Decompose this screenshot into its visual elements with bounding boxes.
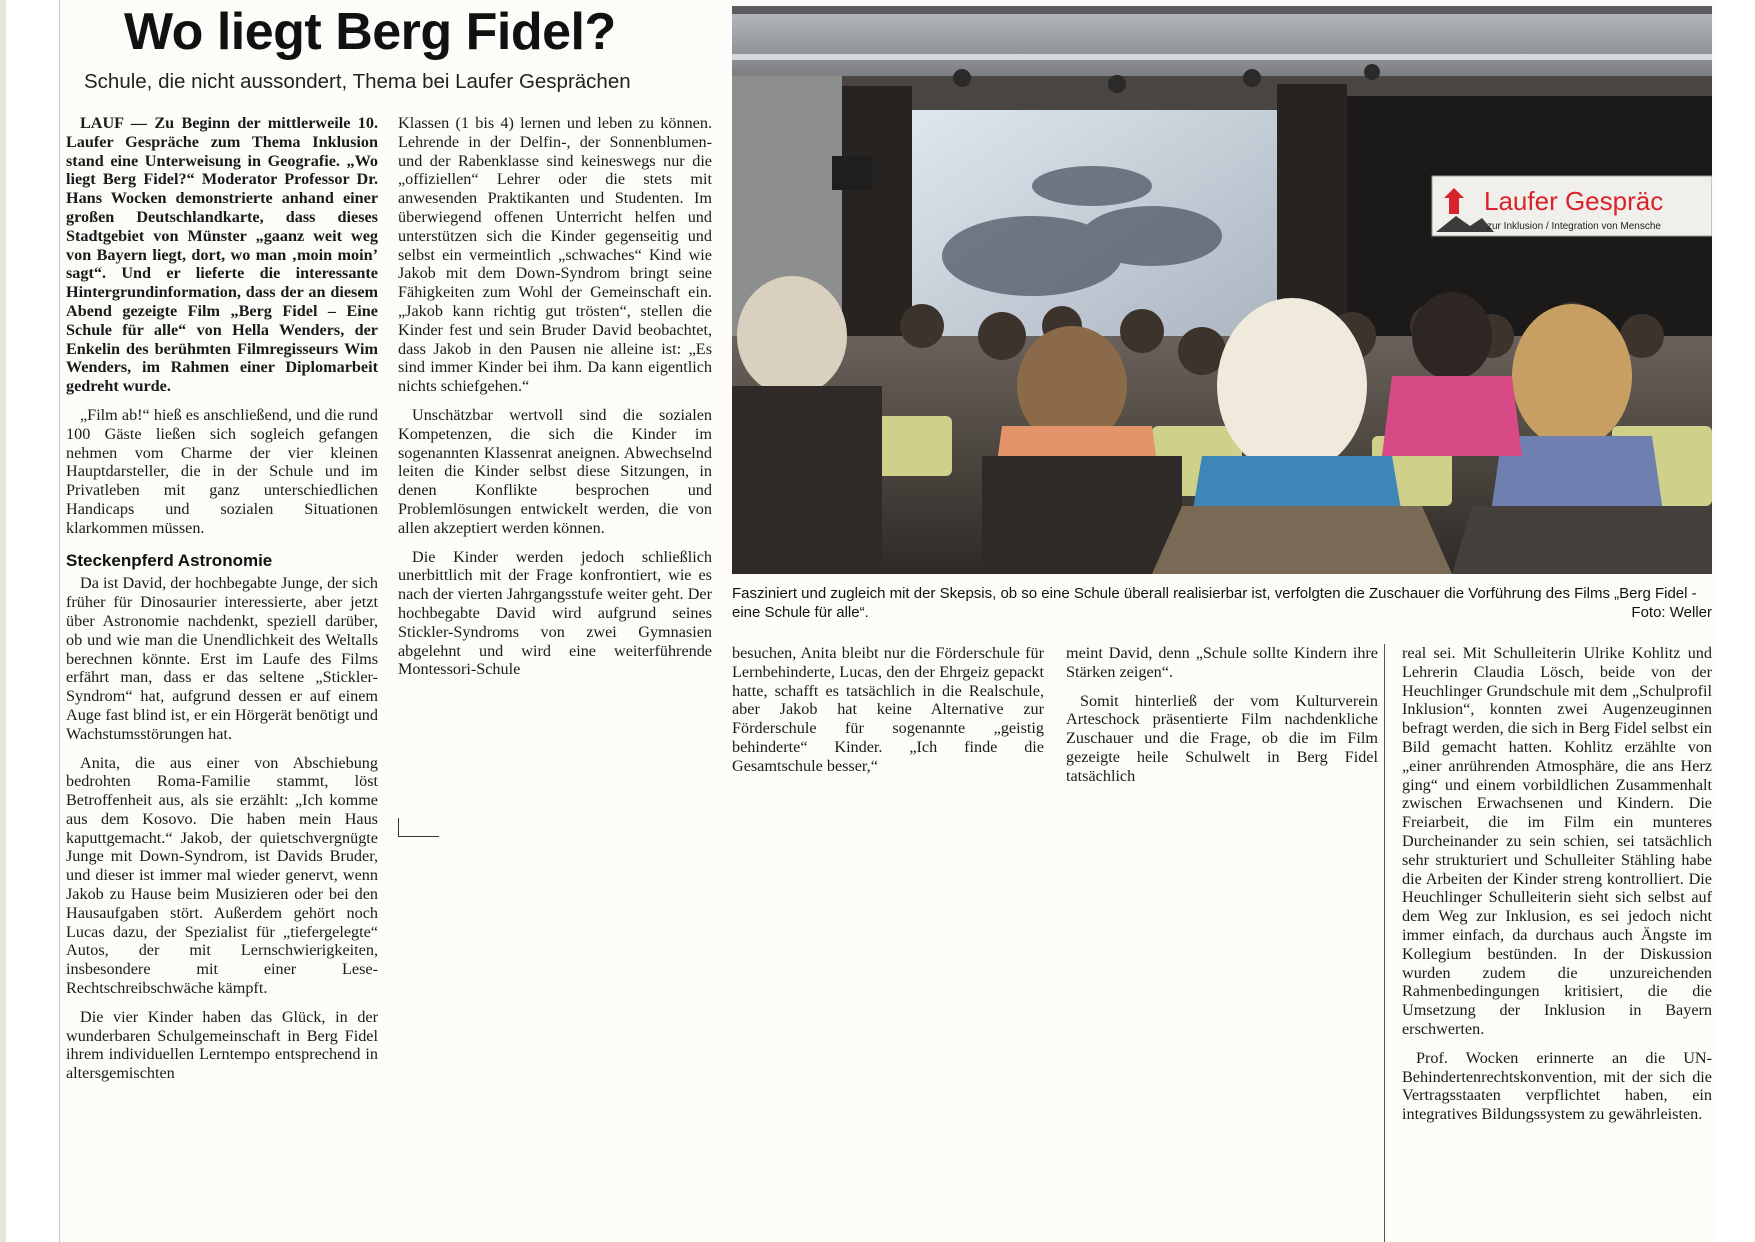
paragraph: Unschätzbar wertvoll sind die sozialen Kompetenzen, die sich die Kinder im sogenannten Klassenrat aneignen. Abwechselnd leiten die Kinder selbst diese Sitzungen, in denen Konflikte besprochen und Problemlösungen entwickelt werden, die von allen akzeptiert werden können. — [398, 405, 712, 537]
paragraph: Anita, die aus einer von Abschiebung bedrohten Roma-Familie stammt, löst Betroffenheit aus, als sie erzählt: „Ich komme aus dem Kosovo. Die haben mein Haus kaputtgemacht.“ Jakob, der quietschvergnügte Junge mit Down-Syndrom, ist Davids Bruder, und dieser ist immer mal wieder genervt, wenn Jakob zu Hause beim Musizieren oder bei den Hausaufgaben stört. Außerdem gehört noch Lucas dazu, der Spezialist für „tiefergelegte“ Autos, der mit Lernschwierigkeiten, insbesondere mit einer Lese-Rechtschreibschwäche kämpft. — [66, 753, 378, 998]
caption-text: Fasziniert und zugleich mit der Skepsis, ob so eine Schule überall realisierbar ist, verfolgten die Zuschauer die Vorführung des Films „Berg Fidel - eine Schule für alle“. — [732, 585, 1697, 621]
lead-paragraph: LAUF — Zu Beginn der mittlerweile 10. Laufer Gespräche zum Thema Inklusion stand eine Unterweisung in Geografie. „Wo liegt Berg Fidel?“ Moderator Professor Dr. Hans Wocken demonstrierte anhand einer großen Deutschlandkarte, dass dieses Stadtgebiet von Münster „gaanz weit weg von Bayern liegt, dort, wo man ‚moin moin’ sagt“. Und er lieferte die interessante Hintergrundinformation, dass der an diesem Abend gezeigte Film „Berg Fidel – Eine Schule für alle“ von Hella Wenders, der Enkelin des berühmten Filmregisseurs Wim Wenders, im Rahmen einer Diplomarbeit gedreht wurde. — [66, 114, 378, 396]
paragraph: Die Kinder werden jedoch schließlich unerbittlich mit der Frage konfrontiert, wie es nach der vierten Jahrgangsstufe weiter geht. Der hochbegabte David wird aufgrund seines Stickler-Syndroms von zwei Gymnasien abgelehnt und wird eine weiterführende Montessori-Schule — [398, 547, 712, 679]
subheadline: Schule, die nicht aussondert, Thema bei Laufer Gesprächen — [84, 70, 631, 93]
column-5 — [1402, 644, 1712, 1242]
scan-edge — [0, 0, 6, 1242]
photo-credit: Foto: Weller — [1631, 604, 1712, 621]
dateline: LAUF — — [80, 114, 155, 132]
paragraph: Somit hinterließ der vom Kulturverein Arteschock präsentierte Film nachdenkliche Zuschauer und die Frage, ob die im Film gezeigte heile Schulwelt in Berg Fidel tatsächlich — [1066, 691, 1378, 785]
column-3 — [732, 644, 1044, 804]
column-rule — [1384, 644, 1385, 1242]
column-2 — [398, 114, 712, 804]
event-photo — [732, 6, 1712, 574]
paragraph: besuchen, Anita bleibt nur die Förderschule für Lernbehinderte, Lucas, den der Ehrgeiz gepackt hatte, schafft es tatsächlich in die Realschule, aber Jakob hat keine Alternative zur Förderschule für sogenannte „geistig behinderte“ Kinder. „Ich finde die Gesamtschule besser,“ — [732, 644, 1044, 775]
article-end-mark — [398, 818, 439, 837]
section-heading: Steckenpferd Astronomie — [66, 550, 273, 570]
photo-caption — [732, 584, 1712, 622]
paragraph: Prof. Wocken erinnerte an die UN-Behindertenrechtskonvention, mit der sich die Vertragsstaaten verpflichtet haben, ein integratives Bildungssystem zu gewährleisten. — [1402, 1048, 1712, 1124]
banner-title: Laufer Gespräc — [1484, 186, 1664, 216]
column-4 — [1066, 644, 1378, 804]
paragraph: Da ist David, der hochbegabte Junge, der sich früher für Dinosaurier interessierte, aber jetzt über Astronomie nachdenkt, speziell darüber, ob und wie man die Unendlichkeit des Weltalls berechnen könnte. Erst im Laufe des Films erfährt man, dass er das seltene „Stickler-Syndrom“ hat, aufgrund dessen er auf einem Auge fast blind ist, er ein Hörgerät benötigt und Wachstumsstörungen hat. — [66, 574, 378, 743]
paragraph: meint David, denn „Schule sollte Kindern ihre Stärken zeigen“. — [1066, 644, 1378, 681]
audience-watching-film-illustration — [732, 6, 1712, 574]
headline: Wo liegt Berg Fidel? — [124, 3, 616, 61]
banner-subtitle: zur Inklusion / Integration von Mensche — [1487, 221, 1661, 232]
paragraph: real sei. Mit Schulleiterin Ulrike Kohlitz und Lehrerin Claudia Lösch, beide von der Heuchlinger Grundschule mit dem „Schulprofil Inklusion“, konnten zwei Augenzeuginnen befragt werden, die sich in Berg Fidel selbst ein Bild gemacht hatten. Kohlitz erzählte von „einer anrührenden Atmosphäre, die ans Herz ging“ und einem vorbildlichen Zusammenhalt zwischen Erwachsenen und Kindern. Die Freiarbeit, die im Film ein munteres Durcheinander zu sein schien, sei tatsächlich sehr strukturiert und Schulleiter Stähling habe die Arbeiten der Kinder streng kontrolliert. Die Heuchlinger Schulleiterin sieht sich selbst auf dem Weg zur Inklusion, es sei jedoch nicht immer einfach, da durchaus auch Ängste im Kollegium bestünden. In der Diskussion wurden zudem die unzureichenden Rahmenbedingungen kritisiert, die die Umsetzung der Inklusion in Bayern erschwerten. — [1402, 644, 1712, 1038]
paragraph: „Film ab!“ hieß es anschließend, und die rund 100 Gäste ließen sich sogleich gefangen nehmen vom Charme der vier kleinen Hauptdarsteller, die in der Schule und im Privatleben mit ganz unterschiedlichen Handicaps und sozialen Situationen klarkommen müssen. — [66, 405, 378, 537]
paragraph: Klassen (1 bis 4) lernen und leben zu können. Lehrende in der Delfin-, der Sonnenblumen- und der Rabenklasse sind keineswegs nur die „offiziellen“ Lehrer oder die stets mit anwesenden Praktikanten und Studenten. Im überwiegend offenen Unterricht helfen und unterstützen sich die Kinder gegenseitig und selbst ein vermeintlich „schwaches“ Kind wie Jakob mit dem Down-Syndrom bringt seine Fähigkeiten zum Wohl der Gemeinschaft ein. „Jakob kann richtig gut trösten“, stellen die Kinder fest und sein Bruder David beobachtet, dass Jakob in den Pausen nie alleine ist: „Es sind immer Kinder bei ihm. Da kann eigentlich nichts schiefgehen.“ — [398, 114, 712, 396]
paragraph: Die vier Kinder haben das Glück, in der wunderbaren Schulgemeinschaft in Berg Fidel ihrem individuellen Lerntempo entsprechend in altersgemischten — [66, 1007, 378, 1083]
column-1 — [66, 114, 378, 1242]
